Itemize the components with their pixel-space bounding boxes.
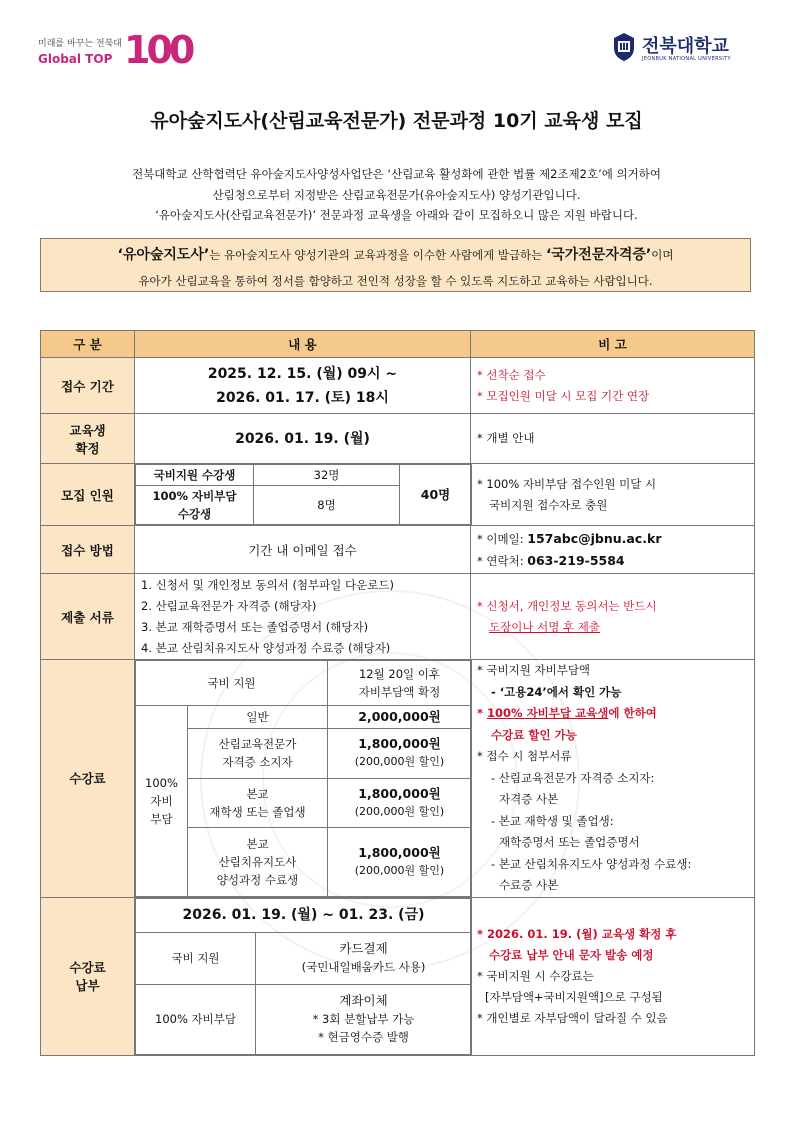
tuition-discount: (200,000원 할인) — [354, 805, 445, 819]
payment-gov-label: 국비 지원 — [136, 932, 256, 984]
tuition-note: - ‘고용24’에서 확인 가능 — [491, 684, 622, 699]
row-reception-period — [41, 358, 755, 414]
reception-end: 2026. 01. 17. (토) 18시 — [216, 389, 389, 406]
tuition-content — [135, 660, 471, 898]
tuition-gov-value-line-2: 자비부담액 확정 — [358, 685, 441, 700]
label-tuition: 수강료 — [41, 660, 135, 898]
tuition-type — [188, 778, 328, 828]
tuition-self-label-line-1: 100% — [145, 775, 178, 790]
tuition-type-line: 양성과정 수료생 — [216, 872, 299, 887]
payment-inner-table — [135, 898, 472, 1055]
documents-note-line-2: 도장이나 서명 후 제출 — [489, 619, 600, 634]
payment-self-method-line-3: * 현금영수증 발행 — [318, 1030, 409, 1044]
tuition-self-label-line-2: 자비 — [150, 793, 173, 808]
payment-remarks — [471, 897, 755, 1055]
recruitment-note-line-2: 국비지원 접수자로 충원 — [489, 497, 608, 512]
tuition-note: 수료증 사본 — [499, 878, 559, 892]
label-payment-line-2: 납부 — [75, 978, 100, 993]
header-category: 구 분 — [41, 331, 135, 358]
intro-line: 전북대학교 산학협력단 유아숲지도사양성사업단은 ‘산림교육 활성화에 관한 법률 제2조제2호’에 의거하여 — [132, 167, 661, 181]
reception-period-content — [135, 358, 471, 414]
logo-number: 100 — [124, 28, 192, 72]
tuition-note: 재학증명서 또는 졸업증명서 — [499, 835, 640, 849]
tuition-self-label-line-3: 부담 — [150, 811, 173, 826]
tuition-self-label — [136, 706, 188, 896]
tuition-type: 일반 — [188, 706, 328, 729]
payment-note: 수강료 납부 안내 문자 발송 예정 — [489, 947, 654, 962]
confirmation-date: 2026. 01. 19. (월) — [135, 414, 471, 464]
documents-list — [135, 574, 471, 660]
recruit-type-gov: 국비지원 수강생 — [136, 465, 254, 486]
row-payment — [41, 897, 755, 1055]
payment-self-method — [256, 984, 472, 1054]
payment-gov-method-line-2: (국민내일배움카드 사용) — [301, 960, 426, 974]
tuition-note: - 본교 재학생 및 졸업생: — [491, 813, 614, 828]
tuition-amount: 1,800,000원 — [358, 786, 441, 802]
payment-self-label: 100% 자비부담 — [136, 984, 256, 1054]
method-content: 기간 내 이메일 접수 — [135, 526, 471, 574]
table-header-row — [41, 331, 755, 358]
tuition-type-line: 본교 — [246, 836, 269, 851]
payment-gov-method — [256, 932, 472, 984]
row-tuition — [41, 660, 755, 898]
notice-cert: ‘국가전문자격증’ — [545, 247, 652, 263]
notice-term: ‘유아숲지도사’ — [117, 247, 210, 263]
recruit-total: 40명 — [400, 465, 472, 525]
phone-label: * 연락처: — [477, 553, 524, 568]
payment-note: * 2026. 01. 19. (월) 교육생 확정 후 — [477, 926, 677, 941]
label-payment — [41, 897, 135, 1055]
label-documents: 제출 서류 — [41, 574, 135, 660]
payment-gov-method-line-1: 카드결제 — [339, 941, 388, 956]
label-confirmation — [41, 414, 135, 464]
page-title: 유아숲지도사(산림교육전문가) 전문과정 10기 교육생 모집 — [150, 110, 643, 132]
tuition-note-discount: * 100% 자비부담 교육생에 한하여 — [477, 706, 657, 720]
recruitment-remarks — [471, 464, 755, 526]
note-extension: * 모집인원 미달 시 모집 기간 연장 — [477, 388, 650, 403]
global-top-100-logo — [30, 28, 190, 72]
contact-email: 157abc@jbnu.ac.kr — [527, 530, 662, 546]
label-payment-line-1: 수강료 — [69, 960, 106, 975]
university-emblem-icon — [612, 32, 636, 62]
intro-line: 산림청으로부터 지정받은 산림교육전문가(유아숲지도사) 양성기관입니다. — [212, 187, 581, 202]
intro-paragraph — [40, 164, 753, 226]
header-content: 내 용 — [135, 331, 471, 358]
university-logo — [612, 30, 762, 70]
university-name: 전북대학교 — [642, 36, 729, 57]
recruitment-table — [40, 330, 755, 1056]
reception-start: 2025. 12. 15. (월) 09시 ~ — [207, 365, 398, 382]
tuition-note: 자격증 사본 — [499, 792, 559, 806]
row-confirmation — [41, 414, 755, 464]
logo-tagline: 미래를 바꾸는 전북대 — [38, 39, 122, 49]
tuition-inner-table — [135, 660, 472, 897]
tuition-gov-value-line-1: 12월 20일 이후 — [358, 667, 440, 682]
reception-period-remarks — [471, 358, 755, 414]
document-item: 1. 신청서 및 개인정보 동의서 (첨부파일 다운로드) — [141, 577, 394, 592]
tuition-note: * 접수 시 첨부서류 — [477, 749, 572, 763]
document-item: 2. 산림교육전문가 자격증 (해당자) — [141, 598, 317, 613]
tuition-note: - 산림교육전문가 자격증 소지자: — [491, 770, 655, 785]
logo-global: Global TOP — [38, 52, 113, 66]
tuition-type-line: 산림치유지도사 — [218, 854, 297, 869]
tuition-remarks — [471, 660, 755, 898]
tuition-amount: 1,800,000원 — [358, 736, 441, 752]
documents-note-line-1: * 신청서, 개인정보 동의서는 반드시 — [477, 598, 657, 613]
notice-text: 는 유아숲지도사 양성기관의 교육과정을 이수한 사람에게 발급하는 — [209, 248, 546, 262]
tuition-amount: 2,000,000원 — [328, 706, 472, 729]
contact-phone: 063-219-5584 — [527, 552, 625, 568]
header-remarks: 비 고 — [471, 331, 755, 358]
intro-line: ‘유아숲지도사(산림교육전문가)’ 전문과정 교육생을 아래와 같이 모집하오니 많은 지원 바랍니다. — [155, 208, 638, 222]
tuition-type — [188, 828, 328, 896]
tuition-type-line: 산림교육전문가 — [218, 737, 297, 752]
tuition-gov-label: 국비 지원 — [136, 661, 328, 706]
label-confirmation-line-1: 교육생 — [69, 422, 106, 438]
tuition-discount: (200,000원 할인) — [354, 755, 445, 769]
email-label: * 이메일: — [477, 531, 524, 546]
recruitment-inner-table — [135, 464, 472, 525]
tuition-amount-cell — [328, 729, 472, 779]
document-item: 4. 본교 산림치유지도사 양성과정 수료증 (해당자) — [141, 640, 391, 655]
payment-note: * 국비지원 시 수강료는 — [477, 968, 594, 983]
recruitment-content — [135, 464, 471, 526]
recruit-count-gov: 32명 — [254, 465, 400, 486]
document-item: 3. 본교 재학증명서 또는 졸업증명서 (해당자) — [141, 619, 369, 634]
row-method — [41, 526, 755, 574]
recruit-type-self-line-2: 수강생 — [177, 507, 212, 521]
confirmation-note: * 개별 안내 — [471, 414, 755, 464]
tuition-type-line: 자격증 소지자 — [222, 755, 293, 770]
definition-notice-box — [40, 238, 751, 292]
tuition-type-line: 본교 — [246, 787, 269, 802]
tuition-amount: 1,800,000원 — [358, 844, 441, 860]
tuition-amount-cell — [328, 828, 472, 896]
label-confirmation-line-2: 확정 — [75, 440, 100, 456]
tuition-note: * 국비지원 자비부담액 — [477, 663, 591, 677]
row-recruitment — [41, 464, 755, 526]
label-recruitment: 모집 인원 — [41, 464, 135, 526]
documents-remarks — [471, 574, 755, 660]
label-method: 접수 방법 — [41, 526, 135, 574]
recruit-count-self: 8명 — [254, 486, 400, 525]
payment-note: [자부담액+국비지원액]으로 구성됨 — [485, 989, 663, 1004]
tuition-note: - 본교 산림치유지도사 양성과정 수료생: — [491, 856, 692, 871]
row-documents — [41, 574, 755, 660]
method-remarks — [471, 526, 755, 574]
payment-period: 2026. 01. 19. (월) ~ 01. 23. (금) — [136, 898, 472, 932]
payment-note: * 개인별로 자부담액이 달라질 수 있음 — [477, 1010, 668, 1025]
tuition-discount: (200,000원 할인) — [354, 863, 445, 877]
recruitment-note-line-1: * 100% 자비부담 접수인원 미달 시 — [477, 476, 657, 491]
tuition-note: 수강료 할인 가능 — [491, 727, 577, 742]
notice-line-1 — [41, 244, 750, 264]
recruit-type-self — [136, 486, 254, 525]
recruit-type-self-line-1: 100% 자비부담 — [152, 489, 237, 503]
label-reception-period: 접수 기간 — [41, 358, 135, 414]
payment-self-method-line-2: * 3회 분할납부 가능 — [312, 1012, 415, 1026]
payment-content — [135, 897, 471, 1055]
tuition-type — [188, 729, 328, 779]
payment-self-method-line-1: 계좌이체 — [339, 993, 388, 1008]
tuition-type-line: 재학생 또는 졸업생 — [209, 805, 306, 820]
university-english-name: JEONBUK NATIONAL UNIVERSITY — [642, 56, 731, 62]
notice-line-2: 유아가 산림교육을 통하여 정서를 함양하고 전인적 성장을 할 수 있도록 지도하고 교육하는 사람입니다. — [138, 274, 653, 288]
tuition-gov-value — [328, 661, 472, 706]
notice-text-end: 이며 — [651, 248, 674, 262]
note-first-come: * 선착순 접수 — [477, 367, 546, 382]
tuition-amount-cell — [328, 778, 472, 828]
